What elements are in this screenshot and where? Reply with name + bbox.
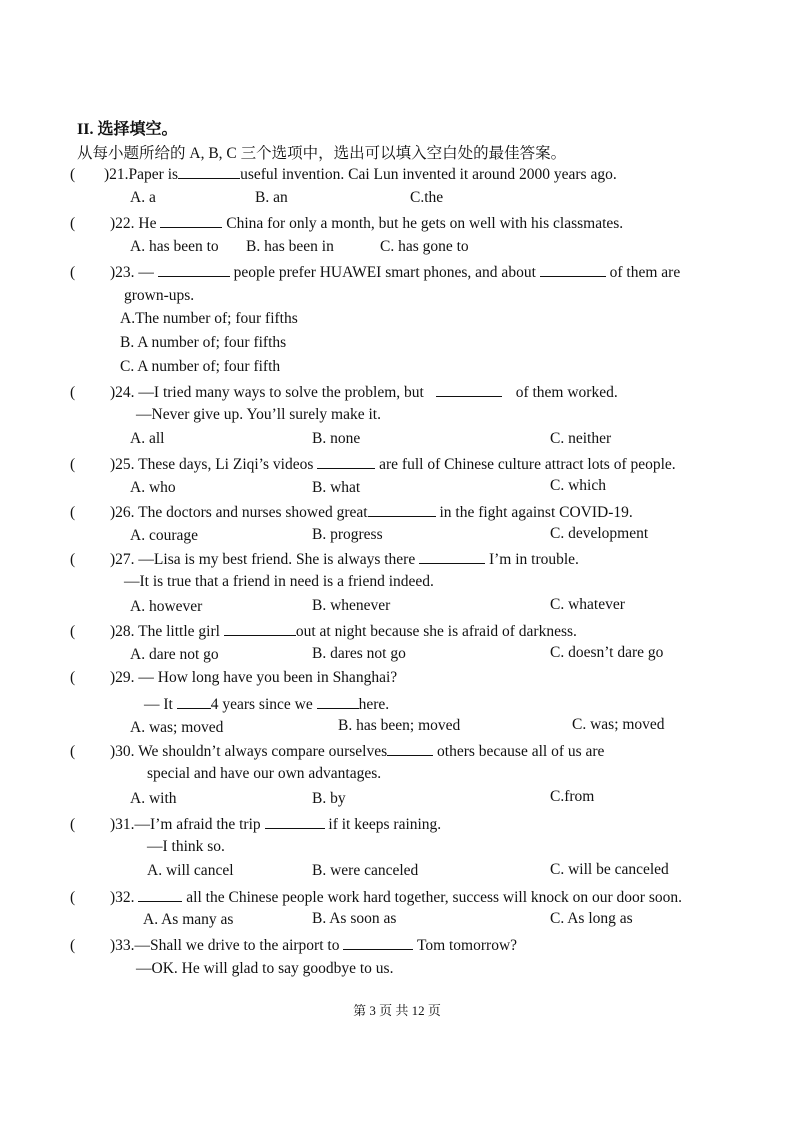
answer-blank (317, 454, 375, 469)
answer-paren: ( (70, 623, 76, 640)
question-stem: I’m in trouble. (488, 551, 579, 568)
option-b: B. has been in (246, 238, 334, 255)
question-31 (70, 814, 441, 834)
answer-paren: ( (70, 456, 76, 473)
question-number: )26. (110, 504, 135, 521)
question-stem: of them worked. (515, 384, 618, 401)
option-a: A.The number of; four fifths (120, 310, 298, 327)
question-23 (70, 262, 680, 282)
question-number: )29. (110, 669, 135, 686)
question-continuation: —OK. He will glad to say goodbye to us. (136, 960, 394, 977)
option-c: C. doesn’t dare go (550, 644, 664, 661)
option-c: C.from (550, 788, 595, 805)
question-stem: 4 years since we (210, 696, 313, 713)
option-b: B. A number of; four fifths (120, 334, 287, 351)
answer-blank (178, 164, 240, 179)
question-stem: — It (144, 696, 173, 713)
question-number: )22. (110, 215, 135, 232)
option-b: B. As soon as (312, 910, 397, 927)
question-stem: Tom tomorrow? (416, 937, 518, 954)
answer-blank (160, 213, 222, 228)
answer-blank (317, 694, 359, 709)
option-a: A. who (130, 479, 176, 496)
answer-paren: ( (70, 384, 76, 401)
option-c: C. will be canceled (550, 861, 669, 878)
question-continuation: special and have our own advantages. (147, 765, 382, 782)
option-a: A. with (130, 790, 177, 807)
question-number: )21. (104, 166, 129, 183)
question-number: )25. (110, 456, 135, 473)
question-continuation: grown-ups. (124, 287, 195, 304)
question-stem: Paper is (128, 166, 179, 183)
question-stem: people prefer HUAWEI smart phones, and about (233, 264, 536, 281)
option-c: C. whatever (550, 596, 625, 613)
option-c: C.the (410, 189, 444, 206)
question-continuation: —It is true that a friend in need is a friend indeed. (124, 573, 434, 590)
question-24 (70, 382, 618, 402)
question-26 (70, 502, 633, 522)
question-22 (70, 213, 623, 233)
question-number: )33. (110, 937, 135, 954)
option-a: A. courage (130, 527, 198, 544)
option-a: A. As many as (143, 911, 234, 928)
answer-blank (177, 694, 211, 709)
option-c: C. development (550, 525, 649, 542)
option-a: A. all (130, 430, 165, 447)
answer-paren: ( (70, 937, 76, 954)
question-stem: —Lisa is my best friend. She is always there (138, 551, 416, 568)
question-number: )23. (110, 264, 135, 281)
question-25 (70, 454, 676, 474)
question-stem: others because all of us are (437, 743, 605, 760)
question-stem: He (138, 215, 157, 232)
option-a: A. was; moved (130, 719, 224, 736)
answer-paren: ( (70, 264, 76, 281)
question-stem: —Shall we drive to the airport to (134, 937, 340, 954)
answer-paren: ( (70, 551, 76, 568)
option-c: C. was; moved (572, 716, 665, 733)
question-stem: —I tried many ways to solve the problem, but (138, 384, 424, 401)
question-continuation: —Never give up. You’ll surely make it. (136, 406, 381, 423)
option-c: C. As long as (550, 910, 633, 927)
answer-blank (138, 887, 182, 902)
answer-paren: ( (70, 669, 76, 686)
question-stem: — How long have you been in Shanghai? (138, 669, 398, 686)
question-stem: The doctors and nurses showed great (138, 504, 368, 521)
answer-blank (368, 502, 436, 517)
question-stem: useful invention. Cai Lun invented it around 2000 years ago. (240, 166, 617, 183)
option-b: B. what (312, 479, 361, 496)
question-stem: —I’m afraid the trip (134, 816, 261, 833)
question-stem: all the Chinese people work hard together, success will knock on our door soon. (186, 889, 682, 906)
question-continuation: —I think so. (147, 838, 225, 855)
option-b: B. by (312, 790, 346, 807)
question-29 (70, 669, 397, 687)
answer-paren: ( (70, 166, 76, 183)
option-b: B. none (312, 430, 361, 447)
question-stem: are full of Chinese culture attract lots of people. (379, 456, 676, 473)
question-28 (70, 621, 577, 641)
answer-blank (419, 549, 485, 564)
page-footer: 第 3 页 共 12 页 (353, 1003, 441, 1018)
option-c: C. has gone to (380, 238, 469, 255)
answer-blank (436, 382, 502, 397)
answer-blank (158, 262, 230, 277)
section-title: II. 选择填空。 (77, 121, 178, 138)
option-b: B. dares not go (312, 645, 406, 662)
option-a: A. however (130, 598, 203, 615)
question-30 (70, 741, 604, 761)
question-stem: if it keeps raining. (328, 816, 442, 833)
option-c: C. which (550, 477, 606, 494)
question-stem: The little girl (138, 623, 220, 640)
question-stem: These days, Li Ziqi’s videos (138, 456, 314, 473)
question-stem: We shouldn’t always compare ourselves (138, 743, 388, 760)
answer-blank (343, 935, 413, 950)
option-c: C. neither (550, 430, 612, 447)
answer-paren: ( (70, 743, 76, 760)
question-stem: in the fight against COVID-19. (439, 504, 633, 521)
option-c: C. A number of; four fifth (120, 358, 281, 375)
question-continuation (144, 694, 389, 714)
option-b: B. has been; moved (338, 717, 461, 734)
answer-paren: ( (70, 816, 76, 833)
option-b: B. an (255, 189, 288, 206)
option-a: A. dare not go (130, 646, 219, 663)
question-stem: — (138, 264, 154, 281)
question-32 (70, 887, 682, 907)
question-number: )30. (110, 743, 135, 760)
question-number: )27. (110, 551, 135, 568)
question-number: )32. (110, 889, 135, 906)
question-number: )24. (110, 384, 135, 401)
answer-blank (224, 621, 296, 636)
option-a: A. will cancel (147, 862, 234, 879)
answer-blank (265, 814, 325, 829)
answer-paren: ( (70, 215, 76, 232)
answer-blank (387, 741, 433, 756)
question-stem: of them are (609, 264, 681, 281)
option-b: B. progress (312, 526, 383, 543)
question-number: )31. (110, 816, 135, 833)
option-a: A. has been to (130, 238, 219, 255)
question-27 (70, 549, 579, 569)
answer-paren: ( (70, 504, 76, 521)
option-b: B. whenever (312, 597, 391, 614)
question-stem: out at night because she is afraid of darkness. (295, 623, 577, 640)
question-33 (70, 935, 517, 955)
option-b: B. were canceled (312, 862, 419, 879)
question-21 (70, 164, 617, 184)
answer-paren: ( (70, 889, 76, 906)
question-stem: China for only a month, but he gets on well with his classmates. (226, 215, 624, 232)
answer-blank (540, 262, 606, 277)
section-instruction: 从每小题所给的 A, B, C 三个选项中，选出可以填入空白处的最佳答案。 (77, 145, 567, 162)
question-stem: here. (358, 696, 390, 713)
question-number: )28. (110, 623, 135, 640)
option-a: A. a (130, 189, 156, 206)
